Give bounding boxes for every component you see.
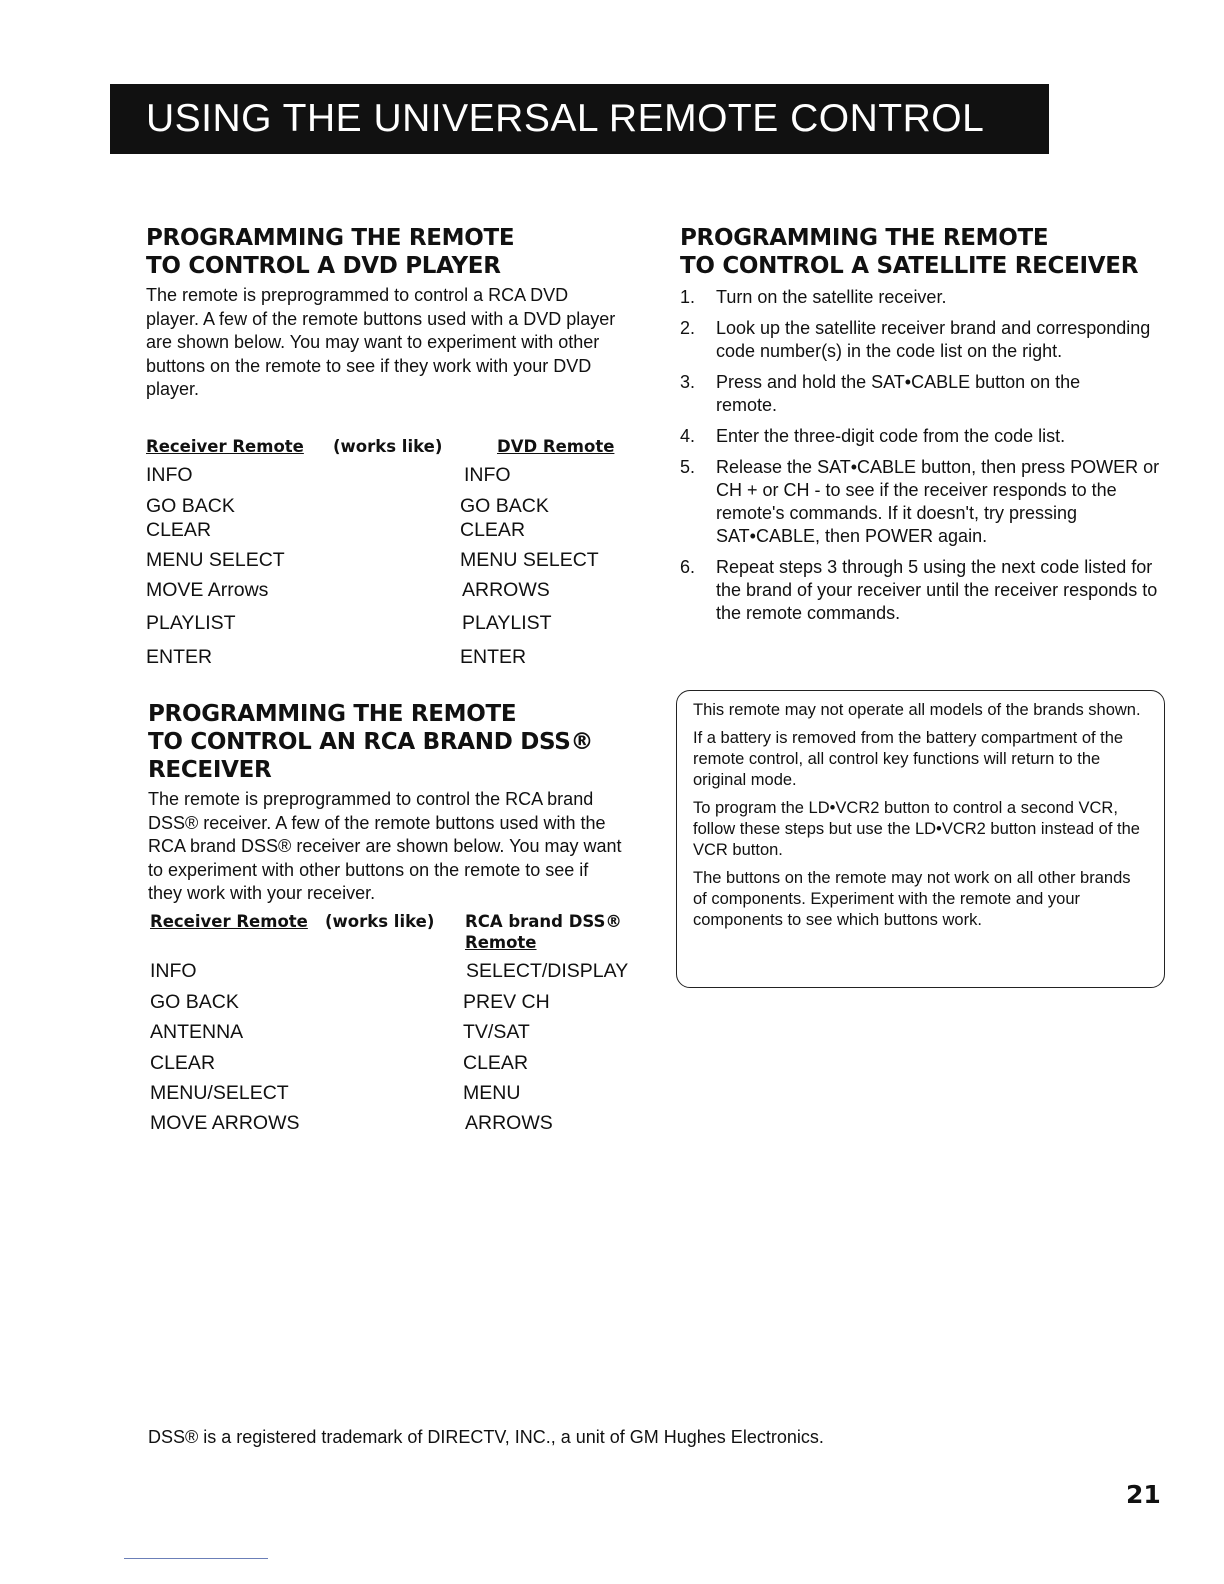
dss-row-right: MENU bbox=[463, 1082, 521, 1104]
dss-row-left: CLEAR bbox=[150, 1052, 216, 1074]
note-paragraph: If a battery is removed from the battery compartment of the remote control, all control key functions will return to the original mode. bbox=[693, 729, 1124, 789]
note-paragraph: This remote may not operate all models of the brands shown. bbox=[693, 701, 1141, 719]
sat-heading-line1: PROGRAMMING THE REMOTE bbox=[680, 225, 1049, 251]
dvd-row-left: MOVE Arrows bbox=[146, 579, 269, 601]
page-number: 21 bbox=[1126, 1480, 1161, 1509]
list-item bbox=[680, 425, 1168, 448]
dvd-col-dvd-remote: DVD Remote bbox=[497, 437, 615, 456]
dvd-row-left: INFO bbox=[146, 464, 193, 486]
trademark-footnote: DSS® is a registered trademark of DIRECTV, INC., a unit of GM Hughes Electronics. bbox=[148, 1427, 824, 1447]
dss-col-rca-remote-line2: Remote bbox=[465, 933, 537, 952]
dss-section bbox=[148, 700, 628, 906]
dss-col-receiver-remote: Receiver Remote bbox=[150, 912, 308, 931]
note-paragraph: To program the LD•VCR2 button to control a second VCR, follow these steps but use the LD•VCR2 button instead of the VCR button. bbox=[693, 799, 1140, 859]
dvd-row-left: MENU SELECT bbox=[146, 549, 285, 571]
dvd-heading-line2: TO CONTROL A DVD PLAYER bbox=[146, 253, 501, 279]
step-number: 5. bbox=[680, 457, 696, 477]
dss-row-left: GO BACK bbox=[150, 991, 239, 1013]
dss-body: The remote is preprogrammed to control the RCA brand DSS® receiver. A few of the remote buttons used with the RCA brand DSS® receiver are shown below. You may want to experiment with other buttons on the remote to see if they work with your receiver. bbox=[148, 789, 622, 903]
dss-heading-line3: RECEIVER bbox=[148, 757, 272, 783]
dvd-button-table bbox=[146, 437, 626, 677]
step-number: 1. bbox=[680, 287, 696, 307]
dss-row-left: MENU/SELECT bbox=[150, 1082, 289, 1104]
dss-row-left: ANTENNA bbox=[150, 1021, 244, 1043]
dss-col-works-like: (works like) bbox=[325, 912, 435, 931]
divider bbox=[124, 1558, 268, 1559]
satellite-section bbox=[680, 224, 1170, 625]
dss-row-left: MOVE ARROWS bbox=[150, 1112, 300, 1134]
dvd-body: The remote is preprogrammed to control a RCA DVD player. A few of the remote buttons used with a DVD player are shown below. You may want to experiment with other buttons on the remote to see if they work with your DVD player. bbox=[146, 285, 616, 399]
dvd-row-left: ENTER bbox=[146, 646, 213, 668]
dvd-row-left: PLAYLIST bbox=[146, 612, 236, 634]
dss-row-left: INFO bbox=[150, 960, 197, 982]
list-item bbox=[680, 456, 1168, 548]
dvd-row-right: MENU SELECT bbox=[460, 549, 599, 571]
step-text: Release the SAT•CABLE button, then press POWER or CH + or CH - to see if the receiver responds to the remote's commands. If it doesn't, try pressing SAT•CABLE, then POWER again. bbox=[716, 457, 1160, 546]
dvd-row-right: CLEAR bbox=[460, 519, 526, 541]
dvd-row-right: INFO bbox=[464, 464, 511, 486]
dss-heading-line1: PROGRAMMING THE REMOTE bbox=[148, 701, 517, 727]
dss-row-right: SELECT/DISPLAY bbox=[466, 960, 629, 982]
dvd-row-right: ENTER bbox=[460, 646, 527, 668]
dvd-col-receiver-remote: Receiver Remote bbox=[146, 437, 304, 456]
dss-row-right: ARROWS bbox=[465, 1112, 553, 1134]
step-number: 6. bbox=[680, 557, 696, 577]
dvd-heading-line1: PROGRAMMING THE REMOTE bbox=[146, 225, 515, 251]
satellite-steps-list bbox=[680, 286, 1168, 625]
step-text: Turn on the satellite receiver. bbox=[716, 287, 947, 307]
list-item bbox=[680, 286, 1168, 309]
sat-heading-line2: TO CONTROL A SATELLITE RECEIVER bbox=[680, 253, 1139, 279]
page-banner-title: USING THE UNIVERSAL REMOTE CONTROL bbox=[110, 84, 1049, 154]
dvd-row-right: PLAYLIST bbox=[462, 612, 552, 634]
dvd-row-right: GO BACK bbox=[460, 495, 549, 517]
dvd-col-works-like: (works like) bbox=[333, 437, 443, 456]
dss-button-table bbox=[150, 912, 630, 1142]
step-text: Enter the three-digit code from the code list. bbox=[716, 426, 1066, 446]
step-text: Look up the satellite receiver brand and corresponding code number(s) in the code list on the right. bbox=[716, 318, 1151, 361]
dvd-row-left: GO BACK bbox=[146, 495, 235, 517]
dss-row-right: PREV CH bbox=[463, 991, 550, 1013]
dvd-row-left: CLEAR bbox=[146, 519, 212, 541]
dvd-section bbox=[146, 224, 626, 402]
dvd-row-right: ARROWS bbox=[462, 579, 550, 601]
dss-row-right: TV/SAT bbox=[463, 1021, 530, 1043]
list-item bbox=[680, 317, 1168, 363]
dss-row-right: CLEAR bbox=[463, 1052, 529, 1074]
step-number: 2. bbox=[680, 318, 696, 338]
note-box bbox=[676, 690, 1165, 988]
step-number: 4. bbox=[680, 426, 696, 446]
dss-heading-line2: TO CONTROL AN RCA BRAND DSS® bbox=[148, 729, 594, 755]
step-number: 3. bbox=[680, 372, 696, 392]
dss-col-rca-remote-line1: RCA brand DSS® bbox=[465, 912, 622, 931]
list-item bbox=[680, 556, 1168, 625]
note-paragraph: The buttons on the remote may not work on all other brands of components. Experiment with the remote and your components to see which buttons work. bbox=[693, 869, 1131, 929]
step-text: Press and hold the SAT•CABLE button on the remote. bbox=[716, 372, 1081, 415]
list-item bbox=[680, 371, 1168, 417]
step-text: Repeat steps 3 through 5 using the next code listed for the brand of your receiver until the receiver responds to the remote commands. bbox=[716, 557, 1158, 623]
